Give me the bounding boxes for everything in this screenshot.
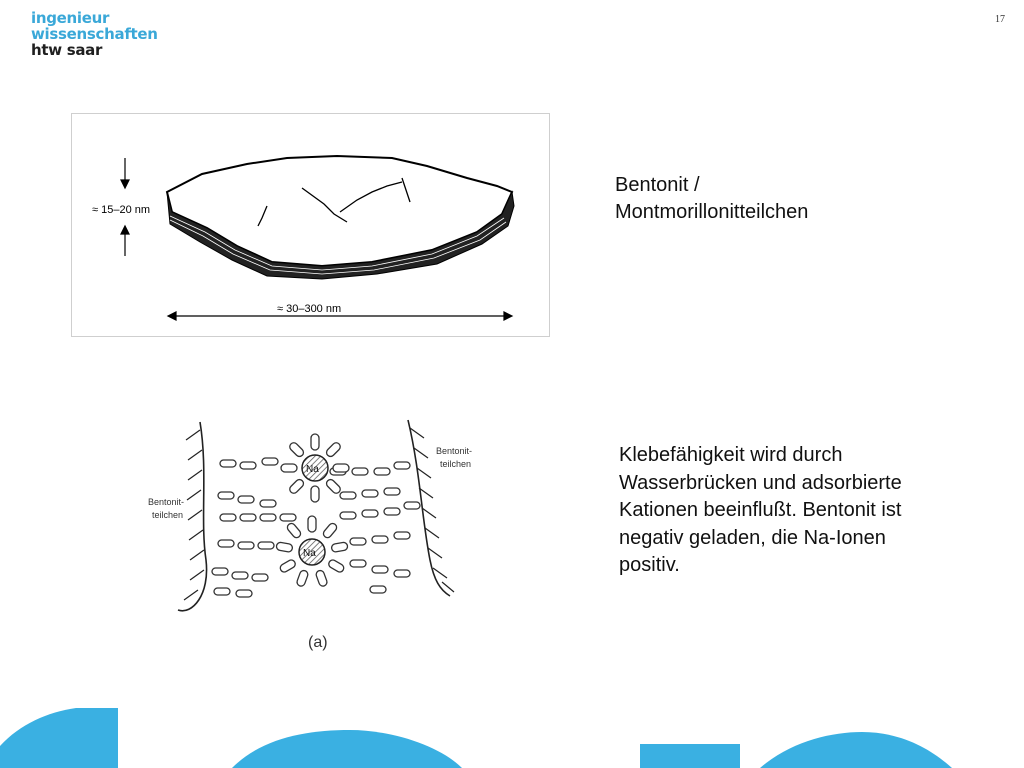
platelet-drawing [72,114,549,336]
deco-shape-bar [640,744,740,768]
bentonite-title-line2: Montmorillonitteilchen [615,201,809,223]
bentonite-title [615,172,808,226]
sodium-ion-upper-label: Na [306,464,319,475]
deco-shape-middle [232,730,462,768]
left-particle-hatching [184,430,204,600]
bentonite-platelet-figure [71,113,550,337]
right-particle-label-line1: Bentonit- [436,446,473,456]
water-bridge-figure [140,410,490,655]
thickness-label: ≈ 15–20 nm [92,204,151,216]
logo-line-ingenieur: ingenieur [31,9,110,27]
adhesion-description: Klebefähigkeit wird durch Wasserbrücken und adsorbierte Kationen beeinflußt. Bentonit ist negativ geladen, die Na-Ionen positiv. [619,444,902,576]
right-particle-label-line2: teilchen [440,459,472,469]
logo-line-htw-saar: htw saar [31,41,103,59]
sodium-ion-lower-label: Na [303,548,316,559]
deco-shape-right [760,732,952,768]
page-number: 17 [995,14,1005,25]
htw-saar-logo [31,10,158,58]
width-label: ≈ 30–300 nm [277,303,342,315]
water-bridge-drawing [140,410,490,655]
logo-line-wissenschaften: wissenschaften [31,25,158,43]
left-particle-label-line1: Bentonit- [148,497,185,507]
decorative-brand-shapes [0,690,1024,768]
deco-shape-left [0,708,118,768]
figure-caption: (a) [308,634,328,651]
left-particle-label-line2: teilchen [152,510,184,520]
bentonite-title-line1: Bentonit / [615,174,700,196]
